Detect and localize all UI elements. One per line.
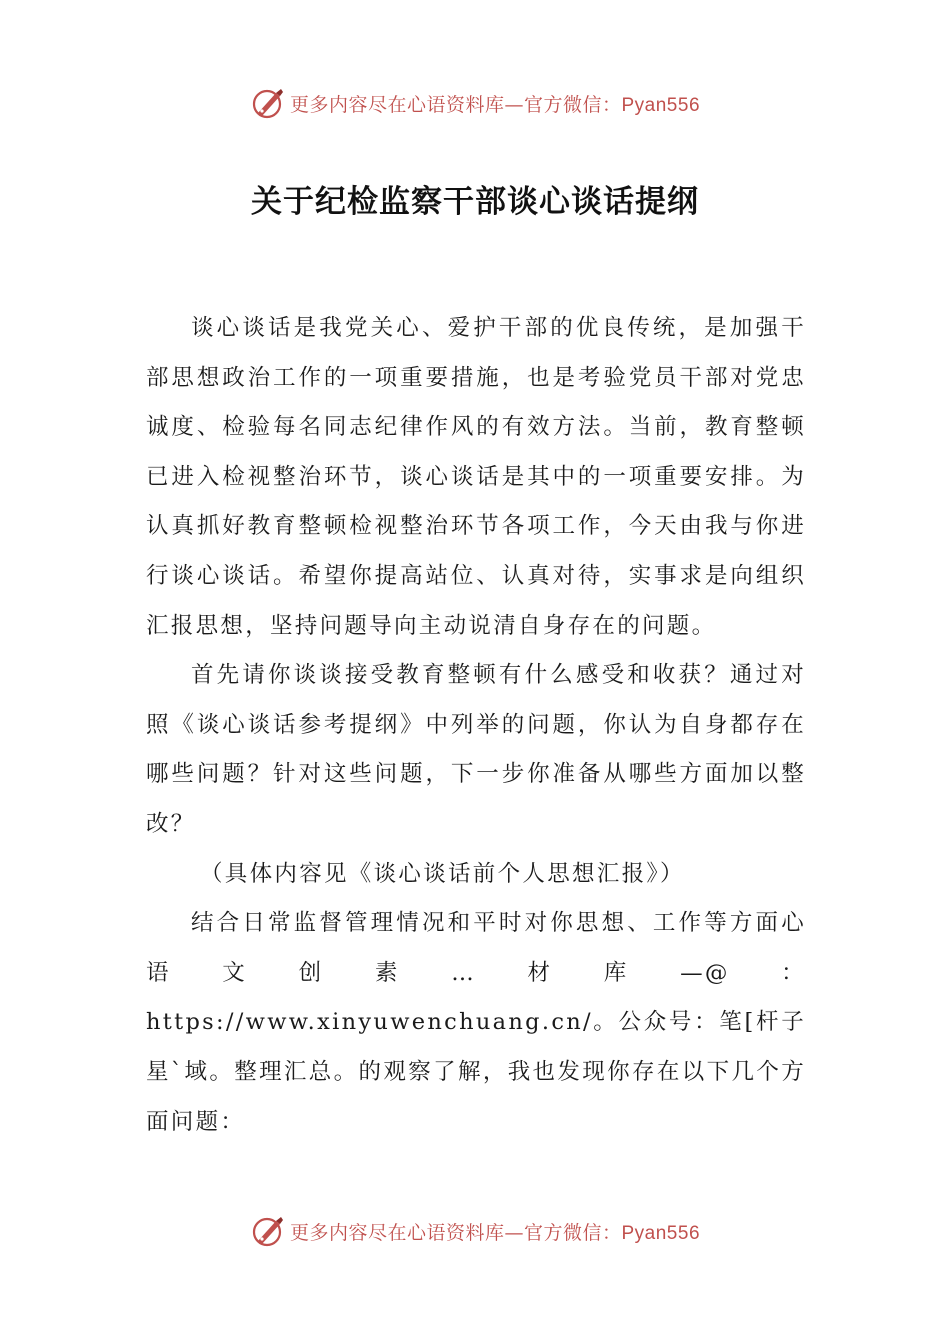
header-watermark-banner bbox=[0, 83, 950, 123]
pen-nib-logo-icon bbox=[250, 1213, 286, 1249]
watermark-site-name: 更多内容尽在心语资料库 bbox=[289, 93, 505, 116]
watermark-text bbox=[290, 90, 700, 117]
document-title: 关于纪检监察干部谈心谈话提纲 bbox=[251, 184, 699, 220]
pen-nib-logo-icon bbox=[250, 85, 286, 121]
document-body bbox=[146, 304, 806, 1147]
watermark-site-name: 更多内容尽在心语资料库 bbox=[289, 1221, 505, 1244]
paragraph-reference-note: （具体内容见《谈心谈话前个人思想汇报》） bbox=[200, 860, 685, 887]
watermark-wechat-id: 官方微信：Pyan556 bbox=[524, 1222, 701, 1244]
footer-watermark-banner bbox=[0, 1211, 950, 1251]
watermark-text bbox=[290, 1218, 700, 1245]
paragraph-questions: 首先请你谈谈接受教育整顿有什么感受和收获？通过对照《谈心谈话参考提纲》中列举的问题，你认为自身都存在哪些问题？针对这些问题，下一步你准备从哪些方面加以整改？ bbox=[146, 662, 806, 837]
watermark-wechat-id: 官方微信：Pyan556 bbox=[524, 94, 701, 116]
watermark-separator: — bbox=[504, 93, 524, 116]
watermark-separator: — bbox=[504, 1221, 524, 1244]
paragraph-observations: 结合日常监督管理情况和平时对你思想、工作等方面心语文创素…材库—@：https://www.xinyuwenchuang.cn/。公众号：笔[杆子星`域。整理汇总。的观察了解，我也发现你存在以下几个方面问题： bbox=[146, 910, 806, 1135]
paragraph-intro: 谈心谈话是我党关心、爱护干部的优良传统，是加强干部思想政治工作的一项重要措施，也是考验党员干部对党忠诚度、检验每名同志纪律作风的有效方法。当前，教育整顿已进入检视整治环节，谈心谈话是其中的一项重要安排。为认真抓好教育整顿检视整治环节各项工作，今天由我与你进行谈心谈话。希望你提高站位、认真对待，实事求是向组织汇报思想，坚持问题导向主动说清自身存在的问题。 bbox=[146, 315, 806, 639]
